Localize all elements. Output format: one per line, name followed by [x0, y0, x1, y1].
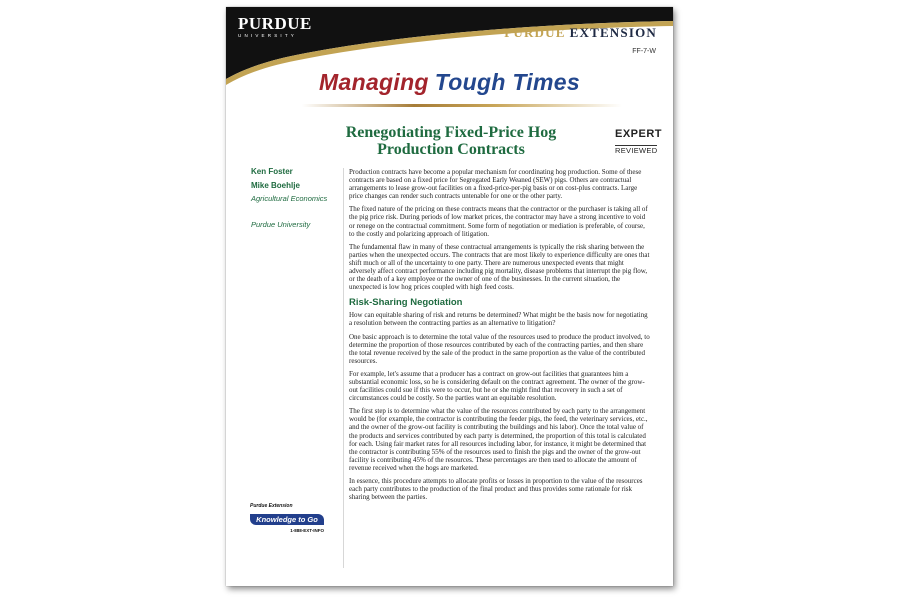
expert-reviewed-stamp — [615, 128, 663, 161]
logo-main: PURDUE — [238, 14, 312, 33]
badge-mid: Knowledge to Go — [250, 514, 324, 525]
paragraph: One basic approach is to determine the total value of the resources used to produce the product involved, to determine the proportion of those resources contributed by each of the contracting parties, and then share the total revenue received by the sale of the product in the same proportion as the value of the contributed resources. — [349, 332, 650, 365]
stamp-line1: EXPERT — [615, 128, 663, 140]
banner-rule — [302, 104, 622, 107]
paragraph: The fundamental flaw in many of these contractual arrangements is typically the risk sharing between the parties when the unexpected occurs. The contracts that are most likely to experience difficulty are ones that shift much or all of the uncertainty to one party. There are numerous unexpected events that might adversely affect contract performance including pig mortality, disease problems that interrupt the pig flow, or the death of a key employee or the owner of one of the businesses. In the current situation, the unexpected is low hog prices coupled with high feed costs. — [349, 242, 650, 292]
author-university: Purdue University — [251, 220, 311, 229]
paragraph: The first step is to determine what the value of the resources contributed by each party to the arrangement would be (for example, the contractor is contributing the feeder pigs, the feed, the veterinary services, etc., and the owner of the grow-out facility is contributing the buildings and his labor). Once the total value of the products and services contributed by each party is determined, the proportion of this total is calculated for each. Using fair market rates for all resources including labor, for instance, it might be determined that the contractor is contributing 55% of the resources used to finish the pigs and the owner of the grow-out facility is contributing 45% of the resources. These percentages are then used to allocate the amount of revenue received when the hogs are marketed. — [349, 407, 648, 472]
article-body — [349, 168, 651, 506]
author-name: Mike Boehlje — [251, 181, 300, 190]
author-department: Agricultural Economics — [251, 194, 328, 203]
extension-title — [504, 25, 657, 41]
badge-top: Purdue Extension — [250, 503, 293, 509]
paragraph: How can equitable sharing of risk and returns be determined? What might be the basis now for negotiating a resolution between the contracting parties as an alternative to litigation? — [349, 311, 648, 328]
purdue-logo — [238, 15, 312, 39]
document-page — [226, 7, 673, 586]
badge-bot: 1-888-EXT-INFO — [290, 528, 324, 533]
series-banner — [226, 69, 673, 96]
extension-word: EXTENSION — [569, 25, 657, 40]
extension-purdue: PURDUE — [504, 25, 566, 40]
column-divider — [343, 168, 344, 568]
banner-word1: Managing — [319, 69, 429, 95]
author-sidebar — [251, 167, 341, 229]
document-title: Renegotiating Fixed-Price Hog Production Contracts — [345, 124, 557, 158]
section-heading: Risk-Sharing Negotiation — [349, 297, 463, 309]
stamp-line2: REVIEWED — [615, 146, 658, 155]
paragraph: In essence, this procedure attempts to allocate profits or losses in proportion to the value of the resources each party contributes to the production of the final product and thus provides some rationale for risk sharing between the parties. — [349, 477, 643, 502]
paragraph: The fixed nature of the pricing on these contracts means that the contractor or the purchaser is taking all of the pig price risk. During periods of low market prices, the contractor may have a strong incentive to void or renege on the contractual commitment. Some form of negotiation or mediation is preferable, of course, to the costly and polarizing approach of litigation. — [349, 205, 648, 238]
author-name: Ken Foster — [251, 167, 293, 176]
knowledge-to-go-badge — [250, 503, 330, 533]
paragraph: Production contracts have become a popular mechanism for coordinating hog production. Some of these contracts are based on a fixed price for Segregated Early Weaned (SEW) pigs. Others are contractual arrangements to lease grow-out facilities on a fixed-price-per-pig basis or on cost-plus contracts. Large price changes can render such contracts untenable for one or the other party. — [349, 168, 642, 201]
paragraph: For example, let's assume that a producer has a contract on grow-out facilities that guarantees him a substantial economic loss, so he is considering default on the contract agreement. The owner of the grow-out facilities could sue if this were to occur, but he or she might find that recovery in such a set of circumstances could be costly. So the parties want an equitable resolution. — [349, 369, 645, 403]
banner-word2: Tough Times — [434, 69, 580, 95]
logo-sub: UNIVERSITY — [238, 33, 298, 38]
doc-code: FF-7-W — [632, 48, 656, 55]
